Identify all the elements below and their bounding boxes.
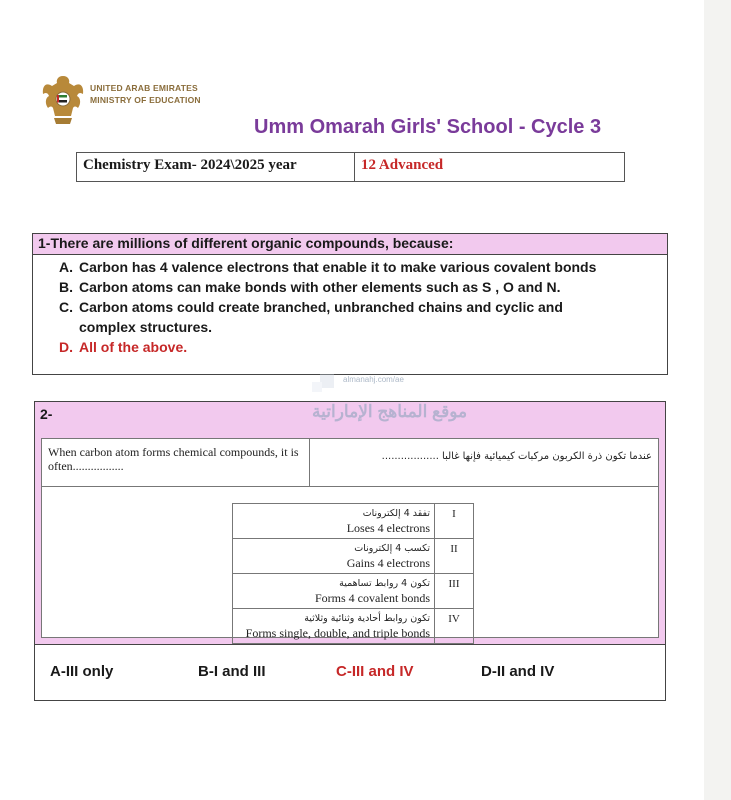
table-row: تكون 4 روابط تساهمية Forms 4 covalent bonds III	[233, 574, 474, 609]
question-2	[34, 401, 666, 645]
uae-emblem-icon	[40, 72, 86, 128]
answer-a: A-III only	[50, 663, 114, 680]
watermark-text: موقع المناهج الإماراتية	[312, 402, 468, 421]
exam-info-table	[76, 152, 625, 182]
option-d: D. All of the above.	[59, 339, 188, 355]
side-strip	[704, 0, 731, 800]
question-2-answers	[34, 645, 666, 701]
answer-b: B-I and III	[198, 663, 266, 680]
ministry-line1: UNITED ARAB EMIRATES	[90, 83, 198, 93]
question-2-body	[41, 438, 659, 638]
question-1	[32, 233, 668, 375]
grade-label: 12 Advanced	[361, 157, 444, 173]
question-1-text: 1-There are millions of different organic compounds, because:	[33, 234, 667, 255]
question-2-number: 2-	[40, 406, 53, 422]
stem-english: When carbon atom forms chemical compounds, it is often.................	[42, 439, 310, 487]
table-row: تفقد 4 إلكترونات Loses 4 electrons I	[233, 504, 474, 539]
statements-table	[232, 503, 474, 644]
answer-c: C-III and IV	[336, 663, 414, 680]
ministry-line2: MINISTRY OF EDUCATION	[90, 95, 201, 105]
table-row: تكون روابط أحادية وثنائية وثلاثية Forms single, double, and triple bonds IV	[233, 609, 474, 644]
ministry-name	[90, 82, 201, 106]
table-row: تكسب 4 إلكترونات Gains 4 electrons II	[233, 539, 474, 574]
option-c-continued: complex structures.	[79, 319, 213, 335]
option-b: B. Carbon atoms can make bonds with other elements such as S , O and N.	[59, 279, 561, 295]
exam-title: Chemistry Exam- 2024\2025 year	[77, 153, 355, 181]
answer-d: D-II and IV	[481, 663, 555, 680]
school-title: Umm Omarah Girls' School - Cycle 3	[254, 116, 602, 138]
option-c: C. Carbon atoms could create branched, unbranched chains and cyclic and	[59, 299, 563, 315]
stem-arabic: عندما تكون ذرة الكربون مركبات كيميائية فإنها غالبا ..................	[310, 439, 658, 487]
option-a: A. Carbon has 4 valence electrons that enable it to make various covalent bonds	[59, 259, 597, 275]
question-1-options	[33, 255, 667, 357]
watermark-url: almanahj.com/ae	[343, 375, 404, 384]
